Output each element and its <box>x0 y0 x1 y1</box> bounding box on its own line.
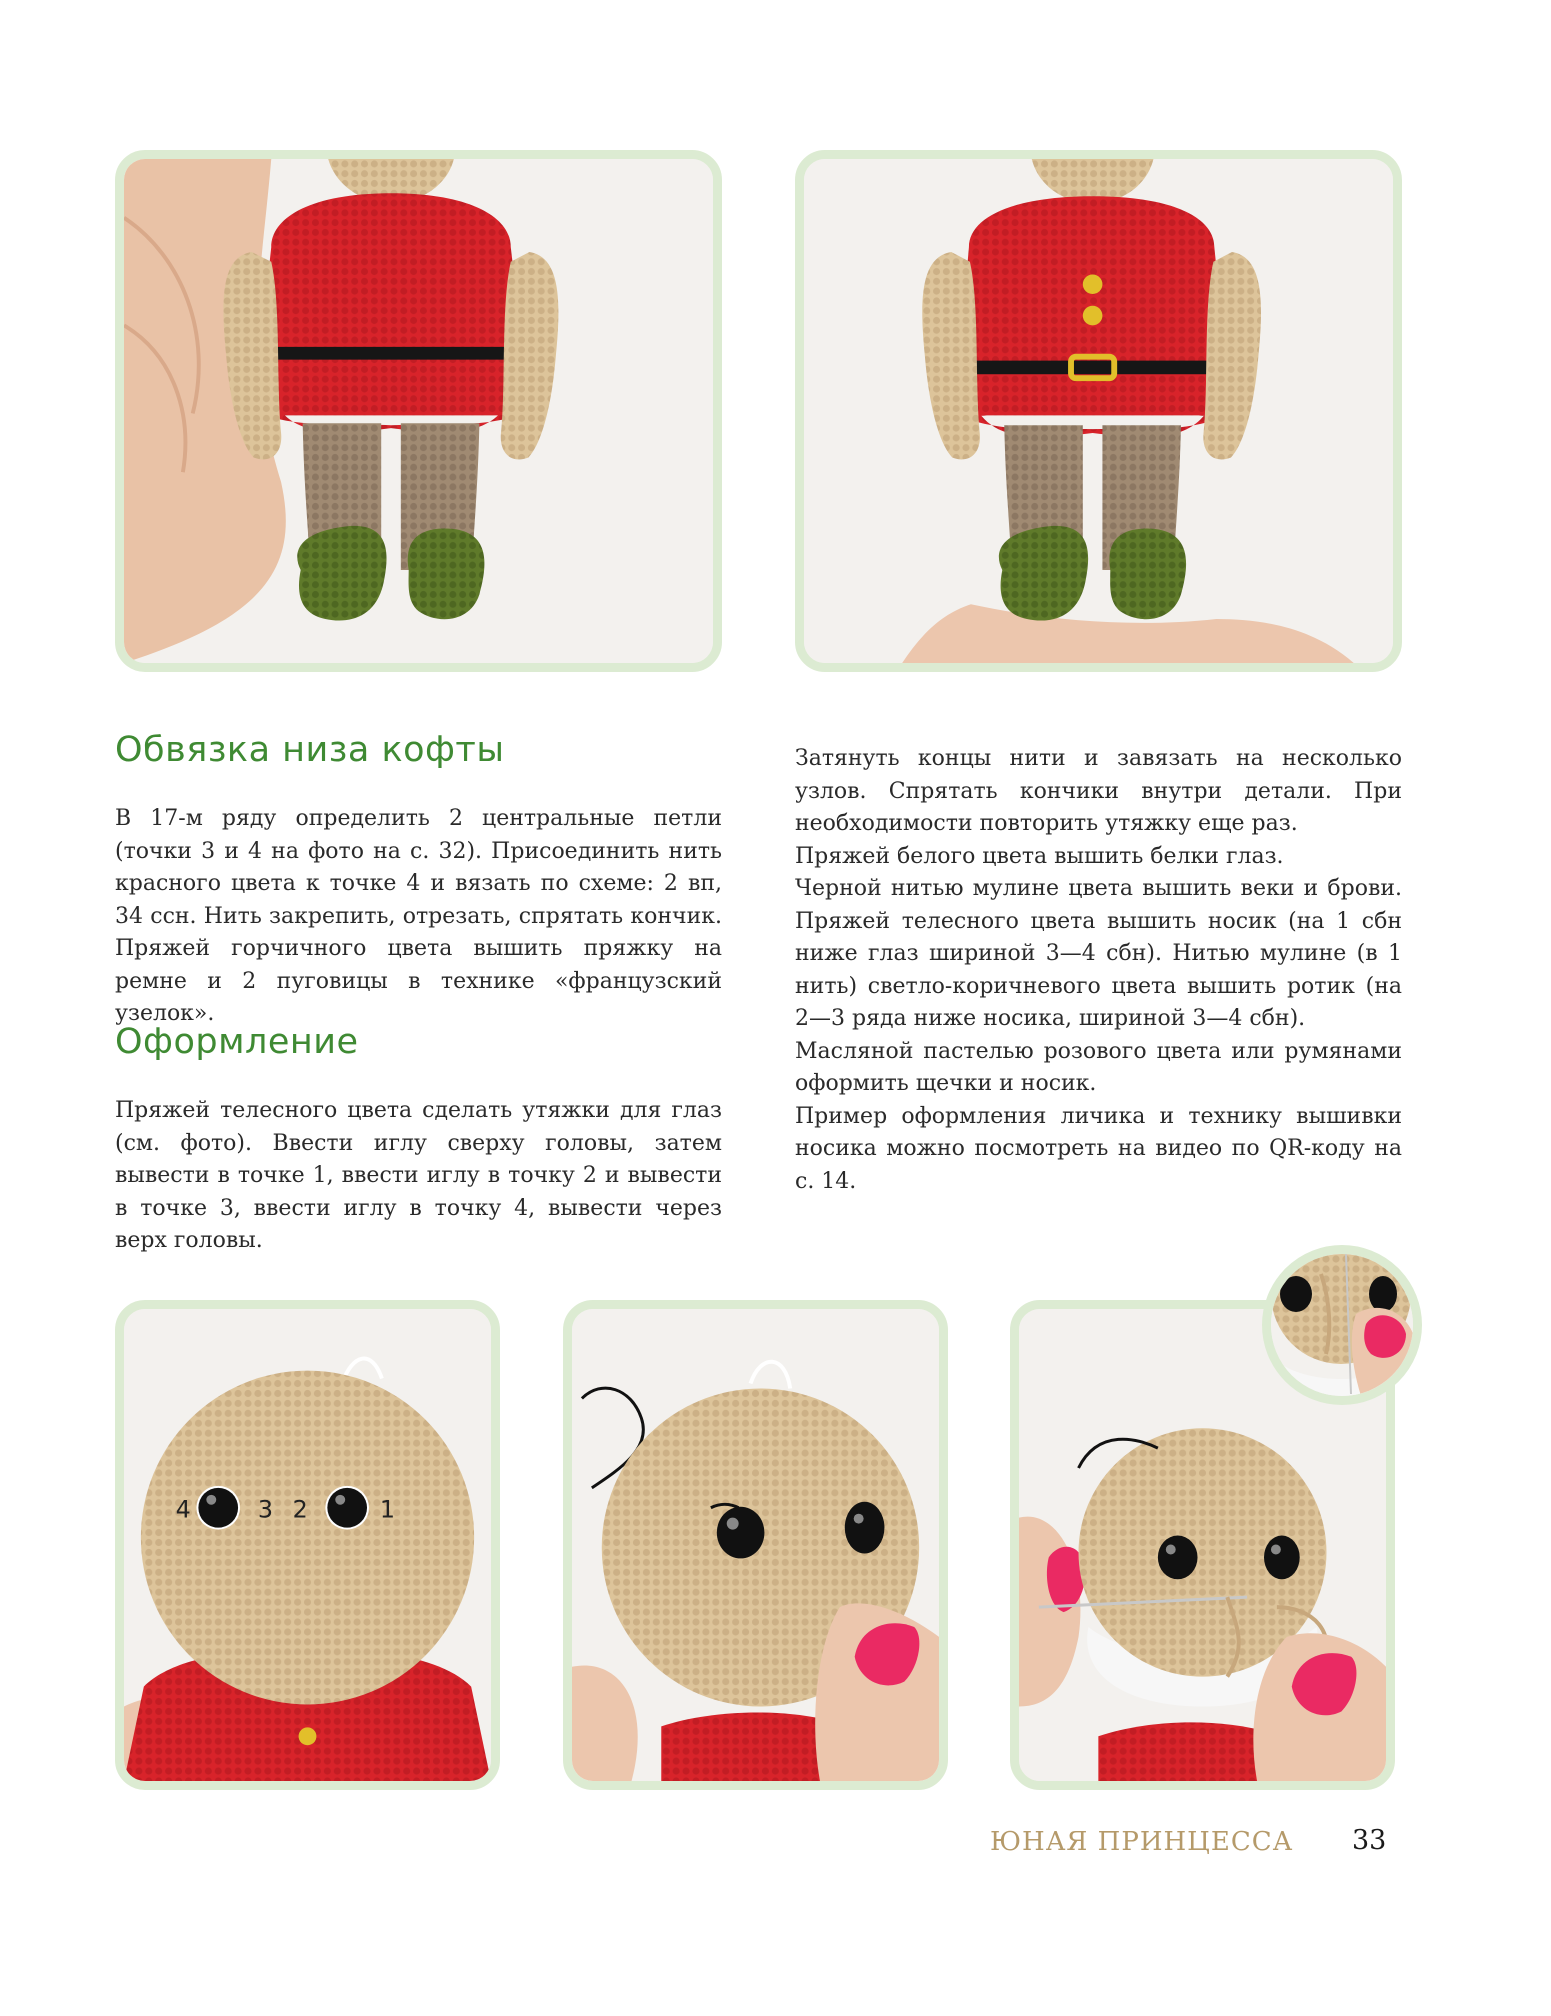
photo-head-points <box>115 1300 500 1790</box>
head-eyelids-illustration <box>572 1309 939 1781</box>
page-number: 33 <box>1352 1825 1387 1856</box>
inset-illustration <box>1271 1254 1413 1396</box>
point-label-4: 4 <box>175 1495 191 1524</box>
photo-doll-front <box>795 150 1402 672</box>
heading-sweater-edging: Обвязка низа кофты <box>115 730 505 770</box>
paragraph-qr-video: Пример оформления личика и технику вышивки носика можно посмотреть на видео по QR-коду на с. 14. <box>795 1103 1402 1194</box>
doll-back-illustration <box>124 159 713 663</box>
paragraph-decoration: Пряжей телесного цвета сделать утяжки для глаз (см. фото). Ввести иглу сверху головы, затем вывести в точке 1, ввести иглу в точку 2 и вывести в точке 3, ввести иглу в точку 4, вывести через верх головы. <box>115 1098 722 1253</box>
right-column-text <box>795 743 1402 1198</box>
heading-decoration: Оформление <box>115 1022 359 1062</box>
paragraph-eye-whites: Пряжей белого цвета вышить белки глаз. <box>795 843 1284 869</box>
point-label-3: 3 <box>257 1495 274 1524</box>
paragraph-cheeks: Масляной пастелью розового цвета или румянами оформить щечки и носик. <box>795 1038 1402 1096</box>
paragraph-eyelids-nose-mouth: Черной нитью мулине цвета вышить веки и брови. Пряжей телесного цвета вышить носик (на 1 сбн ниже глаз шириной 3—4 сбн). Нитью мулине (в 1 нить) светло-коричневого цвета вышить ротик (на 2—3 ряда ниже носика, шириной 3—4 сбн). <box>795 876 1402 1031</box>
head-points-illustration <box>124 1309 491 1781</box>
photo-inset-nose-closeup <box>1262 1245 1422 1405</box>
photo-doll-back <box>115 150 722 672</box>
paragraph-tie-ends: Затянуть концы нити и завязать на несколько узлов. Спрятать кончики внутри детали. При необходимости повторить утяжку еще раз. <box>795 746 1402 836</box>
footer-book-title: ЮНАЯ ПРИНЦЕССА <box>990 1827 1294 1857</box>
photo-head-eyelids <box>563 1300 948 1790</box>
point-label-1: 1 <box>379 1495 396 1524</box>
doll-front-illustration <box>804 159 1393 663</box>
point-label-2: 2 <box>292 1495 308 1524</box>
paragraph-sweater-edging: В 17-м ряду определить 2 центральные петли (точки 3 и 4 на фото на с. 32). Присоединить нить красного цвета к точке 4 и вязать по схеме: 2 вп, 34 ссн. Нить закрепить, отрезать, спрятать кончик. Пряжей горчичного цвета вышить пряжку на ремне и 2 пуговицы в технике «французский узелок». <box>115 806 722 1026</box>
